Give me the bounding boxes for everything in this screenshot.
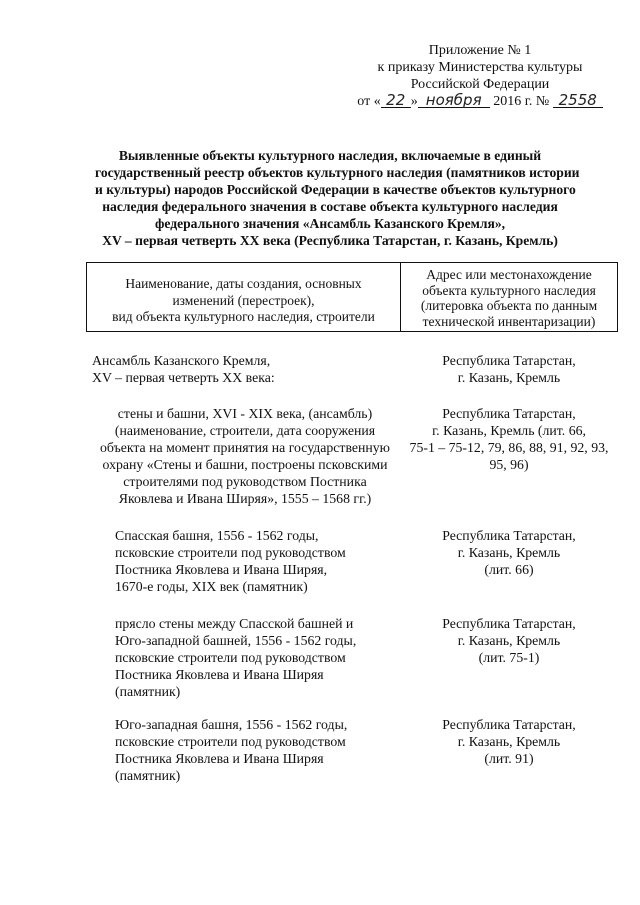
entry-name-line: Постника Яковлева и Ивана Ширяя bbox=[115, 751, 324, 766]
entry-address-line: 95, 96) bbox=[489, 457, 529, 472]
appendix-date-line bbox=[330, 93, 630, 110]
entry-address-line: Республика Татарстан, bbox=[442, 353, 576, 368]
header-text: Адрес или местонахождение bbox=[426, 267, 592, 282]
entry-address bbox=[392, 405, 626, 473]
appendix-ministry: Российской Федерации bbox=[410, 77, 550, 92]
date-year: 2016 г. № bbox=[493, 94, 550, 109]
entry-name-line: Юго-западной башней, 1556 - 1562 годы, bbox=[115, 633, 357, 648]
entry-address bbox=[392, 716, 626, 767]
entry-name-line: псковские строители под руководством bbox=[115, 734, 346, 749]
date-day-suffix: » bbox=[410, 94, 418, 109]
entry-address bbox=[392, 615, 626, 666]
entry-name bbox=[92, 352, 275, 386]
entry-name-line: объекта на момент принятия на государственную bbox=[100, 440, 390, 455]
date-day: 22 bbox=[381, 93, 411, 108]
table-header bbox=[86, 262, 618, 332]
appendix-header bbox=[330, 42, 630, 110]
header-text: изменений (перестроек), bbox=[172, 292, 315, 308]
entry-address-line: г. Казань, Кремль bbox=[457, 734, 561, 749]
header-text: вид объекта культурного наследия, строители bbox=[112, 309, 375, 324]
entry-name bbox=[115, 615, 356, 700]
entry-name bbox=[115, 527, 346, 595]
entry-address-line: г. Казань, Кремль bbox=[457, 370, 561, 385]
title-line: Выявленные объекты культурного наследия, включаемые в единый bbox=[118, 148, 542, 163]
appendix-title: Приложение № 1 bbox=[428, 43, 532, 58]
table-header-name-column bbox=[87, 276, 400, 326]
entry-name bbox=[115, 716, 347, 784]
entry-address-line: Республика Татарстан, bbox=[442, 616, 576, 631]
entry-address-line: 75-1 – 75-12, 79, 86, 88, 91, 92, 93, bbox=[409, 440, 609, 455]
entry-address-line: Республика Татарстан, bbox=[442, 406, 576, 421]
title-line: наследия федерального значения в составе объекта культурного наследия bbox=[102, 199, 558, 214]
title-line: и культуры) народов Российской Федерации в качестве объектов культурного bbox=[95, 182, 576, 197]
entry-address-line: (лит. 91) bbox=[484, 751, 534, 766]
entry-name-line: Яковлева и Ивана Ширяя», 1555 – 1568 гг.) bbox=[118, 491, 372, 506]
entry-name-line: стены и башни, XVI - XIX века, (ансамбль) bbox=[117, 406, 373, 421]
entry-name-line: Постника Яковлева и Ивана Ширяя, bbox=[115, 562, 328, 577]
entry-address-line: (лит. 66) bbox=[484, 562, 534, 577]
header-text: технической инвентаризации) bbox=[422, 313, 596, 329]
entry-address-line: (лит. 75-1) bbox=[478, 650, 540, 665]
title-line: федерального значения «Ансамбль Казанского Кремля», bbox=[154, 216, 506, 231]
entry-name-line: (наименование, строители, дата сооружения bbox=[114, 423, 376, 438]
entry-name-line: псковские строители под руководством bbox=[115, 545, 346, 560]
entry-name-line: XV – первая четверть XX века: bbox=[92, 370, 275, 385]
date-month: ноября bbox=[418, 93, 490, 108]
title-line: XV – первая четверть XX века (Республика Татарстан, г. Казань, Кремль) bbox=[102, 233, 558, 248]
entry-name-line: прясло стены между Спасской башней и bbox=[115, 616, 354, 631]
entry-address-line: Республика Татарстан, bbox=[442, 717, 576, 732]
entry-name-line: Спасская башня, 1556 - 1562 годы, bbox=[115, 528, 319, 543]
date-prefix: от « bbox=[357, 94, 381, 109]
document-title bbox=[95, 147, 580, 249]
appendix-order-ref: к приказу Министерства культуры bbox=[377, 60, 583, 75]
entry-name-line: (памятник) bbox=[115, 768, 181, 783]
table-header-address-column bbox=[401, 267, 617, 329]
entry-name-line: охрану «Стены и башни, построены псковскими bbox=[102, 457, 388, 472]
entry-address-line: г. Казань, Кремль bbox=[457, 633, 561, 648]
entry-address-line: Республика Татарстан, bbox=[442, 528, 576, 543]
entry-address-line: г. Казань, Кремль (лит. 66, bbox=[432, 423, 586, 438]
entry-address bbox=[392, 527, 626, 578]
entry-name-line: строителями под руководством Постника bbox=[123, 474, 367, 489]
title-line: государственный реестр объектов культурного наследия (памятников истории bbox=[95, 165, 580, 180]
entry-address-line: г. Казань, Кремль bbox=[457, 545, 561, 560]
entry-name-line: Ансамбль Казанского Кремля, bbox=[92, 353, 271, 368]
entry-name-line: Юго-западная башня, 1556 - 1562 годы, bbox=[115, 717, 348, 732]
entry-name bbox=[100, 405, 390, 507]
entry-name-line: псковские строители под руководством bbox=[115, 650, 346, 665]
entry-name-line: 1670-е годы, XIX век (памятник) bbox=[115, 579, 308, 594]
entry-address bbox=[392, 352, 626, 386]
order-number: 2558 bbox=[553, 93, 603, 108]
entry-name-line: (памятник) bbox=[115, 684, 181, 699]
header-text: Наименование, даты создания, основных bbox=[125, 276, 362, 291]
entry-name-line: Постника Яковлева и Ивана Ширяя bbox=[115, 667, 324, 682]
header-text: (литеровка объекта по данным bbox=[420, 298, 598, 313]
header-text: объекта культурного наследия bbox=[422, 282, 596, 298]
